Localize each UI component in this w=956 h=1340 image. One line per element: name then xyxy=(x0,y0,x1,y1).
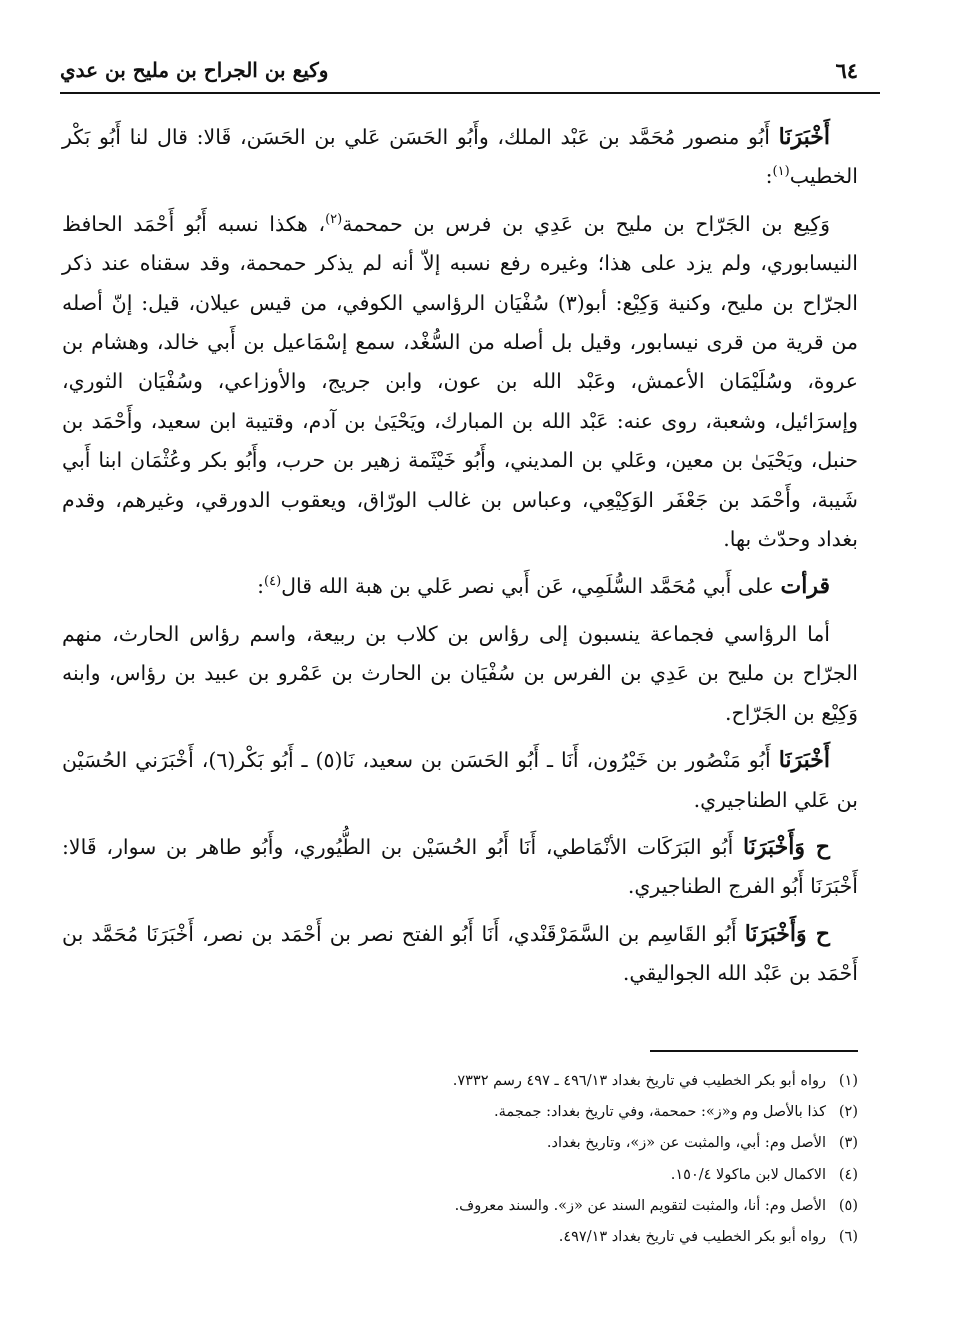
paragraph xyxy=(62,205,858,560)
footnote-number: (٦) xyxy=(838,1229,858,1246)
footnote xyxy=(62,1128,858,1159)
main-text xyxy=(62,118,858,1002)
paragraph-tail: : xyxy=(257,574,264,599)
footnote-number: (٣) xyxy=(838,1135,858,1152)
paragraph-text: أَبُو مَنْصُور بن خَيْرُون، أَنَا ـ أَبُو الحَسَن بن سعيد، نَا(٥) ـ أَبُو بَكْر(٦)، أَخْبَرَني الحُسَيْن بن عَلي الطناجيري. xyxy=(62,748,858,812)
footnote xyxy=(62,1097,858,1128)
page-header xyxy=(60,52,880,94)
paragraph-text: أَبُو القَاسِم بن السَّمَرْقَنْدي، أَنَا أَبُو الفتح نصر بن أَحْمَد بن نصر، أَخْبَرَنَا مُحَمَّد بن أَحْمَد بن عَبْد الله الجواليقي. xyxy=(62,921,858,986)
paragraph-text: أَبُو منصور مُحَمَّد بن عَبْد الملك، وأَبُو الحَسَن عَلي بن الحَسَن، قَالا: قال لنا أَبُو بَكْر الخطيب xyxy=(62,125,858,189)
paragraph xyxy=(62,615,858,733)
paragraph xyxy=(62,567,858,606)
footnote-ref: (٤) xyxy=(264,574,282,590)
paragraph-text: أما الرؤاسي فجماعة ينسبون إلى رؤاس بن كلاب بن ربيعة، واسم رؤاس الحارث، منهم الجرّاح بن مليح بن عَدِي بن الفرس بن سُفْيَان بن الحارث بن عَمْرو بن عبيد بن رؤاس، وابنه وَكِيْع بن الجَرّاح. xyxy=(62,621,858,725)
footnote-separator xyxy=(650,1050,858,1052)
page-number: ٦٤ xyxy=(835,58,858,83)
keyword: قرأت xyxy=(780,573,830,600)
keyword: ح وَأَخْبَرَنَا xyxy=(743,833,830,860)
footnote-ref: (١) xyxy=(772,164,790,180)
footnote-number: (١) xyxy=(838,1073,858,1089)
paragraph-tail: ، هكذا نسبه أَبُو أَحْمَد الحافظ النيسابوري، ولم يزد على هذا؛ وغيره رفع نسبه إلاّ أنه لم يذكر حمحمة، وقد سقناه عند ذكر الجرّاح بن مليح، وكنية وَكِيْع: أبو(٣) سُفْيَان الرؤاسي الكوفي، من قيس عيلان، قيل: إنّ أصله من قرية من قرى نيسابور، وقيل بل أصله من السُّغْد، سمع إسْمَاعيل بن أَبي خالد، وهشام بن عروة، وسُلَيْمَان الأعمش، وعَبْد الله بن عون، وابن جريج، والأوزاعي، وسُفْيَان الثوري، وإسرَائيل، وشعبة، روى عنه: عَبْد الله بن المبارك، ويَحْيَىٰ بن آدم، وقتيبة ابن سعيد، وأَحْمَد بن حنبل، ويَحْيَىٰ بن معين، وعَلي بن المديني، وأَبُو خَيْثَمة زهير بن حرب، وأَبُو بكر وعُثْمَان ابنا أَبي شَيبة، وأَحْمَد بن جَعْفَر الوَكِيْعِي، وعباس بن غالب الورّاق، ويعقوب الدورقي، وغيرهم، وقدم بغداد وحدّث بها. xyxy=(62,211,858,552)
footnote-text: رواه أبو بكر الخطيب في تاريخ بغداد ٤٩٦/١٣ ـ ٤٩٧ رسم ٧٣٣٢. xyxy=(452,1073,826,1089)
paragraph-text: وَكِيع بن الجَرّاح بن مليح بن عَدِي بن فرس بن حمحمة xyxy=(342,211,830,236)
paragraph-text: على أَبي مُحَمَّد السُّلَمِي، عَن أَبي نصر عَلي بن هبة الله قال xyxy=(281,574,781,599)
paragraph xyxy=(62,915,858,994)
running-title: وكيع بن الجراح بن مليح بن عدي xyxy=(60,58,329,82)
footnote xyxy=(62,1160,858,1191)
paragraph-tail: : xyxy=(765,164,773,189)
footnote xyxy=(62,1222,858,1253)
footnote-number: (٢) xyxy=(838,1104,858,1121)
footnote xyxy=(62,1191,858,1222)
paragraph xyxy=(62,741,858,820)
footnote-text: الأصل وم: أنا، والمثبت لتقويم السند عن «ز». والسند معروف. xyxy=(454,1197,826,1214)
footnote-text: الاكمال لابن ماكولا ١٥٠/٤. xyxy=(670,1166,826,1183)
footnote-number: (٥) xyxy=(838,1197,858,1214)
keyword: أَخْبَرَنَا xyxy=(778,124,830,150)
footnote-ref: (٢) xyxy=(325,211,343,227)
keyword: أَخْبَرَنَا xyxy=(778,747,831,774)
footnote-text: الأصل وم: أبي، والمثبت عن «ز»، وتاريخ بغداد. xyxy=(546,1135,826,1152)
footnote-text: كذا بالأصل وم و«ز»: حمحمة، وفي تاريخ بغداد: جمجمة. xyxy=(494,1104,826,1121)
footnote-number: (٤) xyxy=(838,1166,858,1183)
paragraph xyxy=(62,118,858,197)
footnote-text: رواه أبو بكر الخطيب في تاريخ بغداد ٤٩٧/١٣. xyxy=(558,1229,826,1246)
keyword: ح وَأَخْبَرَنَا xyxy=(744,920,830,947)
paragraph xyxy=(62,828,858,907)
footnotes xyxy=(62,1066,858,1253)
paragraph-text: أَبُو البَرَكَات الأنْمَاطي، أَنَا أَبُو الحُسَيْن بن الطُّيُوري، وأَبُو طاهر بن سوار، قَالا: أَخْبَرَنَا أَبُو الفرج الطناجيري. xyxy=(62,834,858,899)
footnote xyxy=(62,1066,858,1097)
